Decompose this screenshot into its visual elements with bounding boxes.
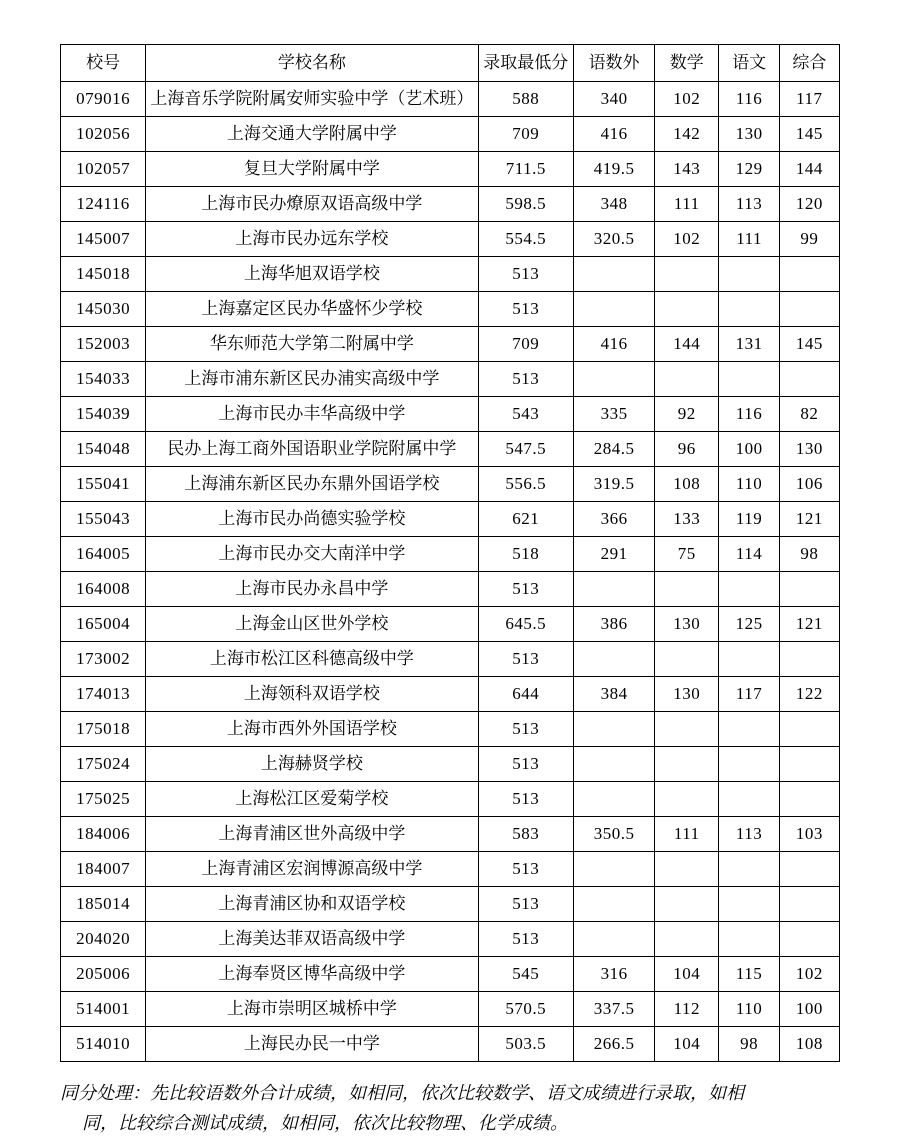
table-row [61,82,840,117]
cell-min-score: 547.5 [478,432,574,467]
cell-lang-math-eng-score [574,362,655,397]
table-row [61,467,840,502]
cell-min-score: 709 [478,117,574,152]
table-row [61,782,840,817]
cell-chinese-score [719,642,779,677]
cell-chinese-score: 125 [719,607,779,642]
cell-min-score: 621 [478,502,574,537]
table-row [61,992,840,1027]
cell-comprehensive-score: 120 [779,187,839,222]
cell-min-score: 513 [478,712,574,747]
cell-min-score: 513 [478,642,574,677]
cell-comprehensive-score: 130 [779,432,839,467]
cell-school-code: 204020 [61,922,146,957]
cell-school-code: 514010 [61,1027,146,1062]
cell-math-score: 133 [655,502,719,537]
cell-lang-math-eng-score: 384 [574,677,655,712]
cell-chinese-score: 114 [719,537,779,572]
cell-min-score: 513 [478,887,574,922]
cell-lang-math-eng-score: 419.5 [574,152,655,187]
admission-score-table [60,44,840,1062]
cell-comprehensive-score: 106 [779,467,839,502]
cell-min-score: 709 [478,327,574,362]
cell-lang-math-eng-score: 284.5 [574,432,655,467]
cell-comprehensive-score: 99 [779,222,839,257]
table-row [61,502,840,537]
cell-comprehensive-score [779,572,839,607]
cell-school-code: 102056 [61,117,146,152]
cell-lang-math-eng-score: 335 [574,397,655,432]
cell-school-name: 上海市民办丰华高级中学 [146,397,478,432]
cell-lang-math-eng-score: 320.5 [574,222,655,257]
cell-school-name: 上海市崇明区城桥中学 [146,992,478,1027]
cell-school-name: 上海青浦区世外高级中学 [146,817,478,852]
cell-chinese-score: 113 [719,817,779,852]
cell-school-code: 184006 [61,817,146,852]
cell-math-score [655,887,719,922]
cell-lang-math-eng-score [574,292,655,327]
cell-comprehensive-score [779,852,839,887]
cell-school-code: 079016 [61,82,146,117]
cell-lang-math-eng-score: 316 [574,957,655,992]
table-row [61,817,840,852]
cell-school-code: 145007 [61,222,146,257]
cell-min-score: 513 [478,292,574,327]
cell-school-code: 184007 [61,852,146,887]
cell-math-score [655,257,719,292]
cell-comprehensive-score [779,747,839,782]
cell-school-name: 上海美达菲双语高级中学 [146,922,478,957]
cell-math-score [655,362,719,397]
cell-school-name: 上海青浦区协和双语学校 [146,887,478,922]
cell-chinese-score: 110 [719,467,779,502]
table-row [61,747,840,782]
cell-school-name: 上海市民办燎原双语高级中学 [146,187,478,222]
cell-comprehensive-score: 121 [779,607,839,642]
cell-min-score: 554.5 [478,222,574,257]
cell-school-code: 185014 [61,887,146,922]
column-header-comprehensive: 综合 [779,45,839,82]
tie-break-note-line-1: 同分处理：先比较语数外合计成绩，如相同，依次比较数学、语文成绩进行录取，如相 [60,1083,744,1103]
cell-math-score: 144 [655,327,719,362]
cell-comprehensive-score: 121 [779,502,839,537]
cell-math-score [655,922,719,957]
cell-school-name: 上海华旭双语学校 [146,257,478,292]
table-body [61,82,840,1062]
table-row [61,397,840,432]
cell-school-code: 124116 [61,187,146,222]
cell-school-code: 173002 [61,642,146,677]
cell-school-code: 175024 [61,747,146,782]
cell-math-score [655,712,719,747]
cell-school-code: 145018 [61,257,146,292]
cell-school-name: 上海嘉定区民办华盛怀少学校 [146,292,478,327]
cell-school-name: 复旦大学附属中学 [146,152,478,187]
cell-school-name: 上海市西外外国语学校 [146,712,478,747]
cell-min-score: 513 [478,362,574,397]
cell-comprehensive-score: 117 [779,82,839,117]
cell-chinese-score [719,257,779,292]
column-header-school-code: 校号 [61,45,146,82]
cell-min-score: 518 [478,537,574,572]
cell-school-name: 上海市浦东新区民办浦实高级中学 [146,362,478,397]
cell-math-score: 111 [655,817,719,852]
cell-school-code: 155043 [61,502,146,537]
cell-comprehensive-score: 145 [779,117,839,152]
table-row [61,852,840,887]
cell-math-score: 130 [655,677,719,712]
cell-school-code: 145030 [61,292,146,327]
cell-school-code: 164005 [61,537,146,572]
cell-min-score: 513 [478,572,574,607]
cell-chinese-score: 130 [719,117,779,152]
cell-chinese-score: 111 [719,222,779,257]
cell-comprehensive-score [779,712,839,747]
cell-min-score: 570.5 [478,992,574,1027]
cell-lang-math-eng-score: 319.5 [574,467,655,502]
cell-lang-math-eng-score: 348 [574,187,655,222]
cell-math-score [655,572,719,607]
cell-comprehensive-score: 108 [779,1027,839,1062]
cell-math-score: 130 [655,607,719,642]
cell-chinese-score [719,572,779,607]
cell-lang-math-eng-score [574,747,655,782]
column-header-lang-math-eng: 语数外 [574,45,655,82]
cell-math-score: 143 [655,152,719,187]
cell-math-score: 96 [655,432,719,467]
cell-math-score: 142 [655,117,719,152]
table-row [61,572,840,607]
cell-min-score: 513 [478,852,574,887]
cell-school-code: 175025 [61,782,146,817]
cell-math-score [655,642,719,677]
cell-comprehensive-score: 144 [779,152,839,187]
table-row [61,292,840,327]
table-row [61,117,840,152]
table-row [61,362,840,397]
cell-school-code: 205006 [61,957,146,992]
cell-lang-math-eng-score: 266.5 [574,1027,655,1062]
cell-lang-math-eng-score [574,257,655,292]
table-row [61,677,840,712]
cell-lang-math-eng-score: 337.5 [574,992,655,1027]
cell-math-score: 112 [655,992,719,1027]
cell-min-score: 503.5 [478,1027,574,1062]
cell-school-name: 上海市民办交大南洋中学 [146,537,478,572]
column-header-school-name: 学校名称 [146,45,478,82]
cell-chinese-score: 131 [719,327,779,362]
cell-min-score: 644 [478,677,574,712]
cell-lang-math-eng-score: 291 [574,537,655,572]
cell-chinese-score [719,782,779,817]
cell-school-code: 152003 [61,327,146,362]
cell-school-code: 174013 [61,677,146,712]
table-row [61,257,840,292]
cell-math-score: 102 [655,82,719,117]
cell-comprehensive-score [779,292,839,327]
cell-math-score [655,747,719,782]
cell-chinese-score: 110 [719,992,779,1027]
cell-math-score [655,852,719,887]
cell-chinese-score: 98 [719,1027,779,1062]
cell-school-name: 上海交通大学附属中学 [146,117,478,152]
column-header-chinese: 语文 [719,45,779,82]
cell-school-code: 102057 [61,152,146,187]
cell-math-score: 104 [655,957,719,992]
cell-school-code: 164008 [61,572,146,607]
table-row [61,642,840,677]
cell-comprehensive-score [779,782,839,817]
cell-lang-math-eng-score [574,922,655,957]
cell-lang-math-eng-score: 340 [574,82,655,117]
cell-chinese-score: 119 [719,502,779,537]
cell-min-score: 711.5 [478,152,574,187]
cell-comprehensive-score: 122 [779,677,839,712]
column-header-min-score: 录取最低分 [478,45,574,82]
cell-min-score: 645.5 [478,607,574,642]
cell-school-code: 175018 [61,712,146,747]
cell-chinese-score [719,852,779,887]
cell-school-name: 上海松江区爱菊学校 [146,782,478,817]
cell-chinese-score [719,292,779,327]
cell-min-score: 545 [478,957,574,992]
table-row [61,957,840,992]
cell-min-score: 588 [478,82,574,117]
cell-min-score: 543 [478,397,574,432]
cell-school-name: 上海奉贤区博华高级中学 [146,957,478,992]
cell-lang-math-eng-score [574,782,655,817]
cell-chinese-score: 113 [719,187,779,222]
cell-school-code: 514001 [61,992,146,1027]
cell-comprehensive-score: 102 [779,957,839,992]
cell-min-score: 513 [478,922,574,957]
cell-comprehensive-score [779,362,839,397]
cell-school-name: 上海市民办永昌中学 [146,572,478,607]
cell-school-name: 上海金山区世外学校 [146,607,478,642]
cell-lang-math-eng-score [574,852,655,887]
cell-school-name: 华东师范大学第二附属中学 [146,327,478,362]
cell-school-code: 154033 [61,362,146,397]
cell-school-code: 154048 [61,432,146,467]
cell-lang-math-eng-score: 416 [574,327,655,362]
cell-school-code: 165004 [61,607,146,642]
table-row [61,187,840,222]
table-row [61,922,840,957]
cell-school-name: 上海市民办远东学校 [146,222,478,257]
cell-min-score: 513 [478,257,574,292]
cell-school-name: 民办上海工商外国语职业学院附属中学 [146,432,478,467]
cell-math-score [655,292,719,327]
cell-comprehensive-score [779,257,839,292]
table-row [61,887,840,922]
table-row [61,537,840,572]
cell-math-score: 75 [655,537,719,572]
cell-min-score: 513 [478,782,574,817]
cell-comprehensive-score [779,887,839,922]
cell-chinese-score: 117 [719,677,779,712]
cell-chinese-score: 129 [719,152,779,187]
cell-lang-math-eng-score: 350.5 [574,817,655,852]
cell-min-score: 556.5 [478,467,574,502]
cell-lang-math-eng-score [574,642,655,677]
cell-lang-math-eng-score [574,712,655,747]
column-header-math: 数学 [655,45,719,82]
cell-chinese-score [719,922,779,957]
cell-chinese-score [719,712,779,747]
cell-school-name: 上海音乐学院附属安师实验中学（艺术班） [146,82,478,117]
cell-school-name: 上海青浦区宏润博源高级中学 [146,852,478,887]
table-row [61,607,840,642]
cell-comprehensive-score: 145 [779,327,839,362]
table-row [61,1027,840,1062]
cell-school-name: 上海赫贤学校 [146,747,478,782]
cell-math-score: 104 [655,1027,719,1062]
cell-school-name: 上海民办民一中学 [146,1027,478,1062]
cell-school-name: 上海市民办尚德实验学校 [146,502,478,537]
table-header-row [61,45,840,82]
cell-comprehensive-score: 82 [779,397,839,432]
cell-comprehensive-score: 98 [779,537,839,572]
cell-comprehensive-score [779,642,839,677]
cell-comprehensive-score: 100 [779,992,839,1027]
cell-lang-math-eng-score: 366 [574,502,655,537]
cell-lang-math-eng-score [574,572,655,607]
cell-school-name: 上海领科双语学校 [146,677,478,712]
tie-break-note [60,1078,840,1138]
cell-math-score: 102 [655,222,719,257]
cell-chinese-score: 116 [719,397,779,432]
cell-math-score: 108 [655,467,719,502]
table-row [61,712,840,747]
table-row [61,152,840,187]
cell-school-code: 154039 [61,397,146,432]
cell-school-code: 155041 [61,467,146,502]
cell-chinese-score: 100 [719,432,779,467]
cell-math-score [655,782,719,817]
cell-chinese-score [719,747,779,782]
table-row [61,327,840,362]
cell-chinese-score [719,887,779,922]
cell-min-score: 583 [478,817,574,852]
cell-lang-math-eng-score [574,887,655,922]
cell-min-score: 513 [478,747,574,782]
tie-break-note-line-2: 同，比较综合测试成绩，如相同，依次比较物理、化学成绩。 [82,1113,568,1133]
table-row [61,222,840,257]
cell-comprehensive-score [779,922,839,957]
cell-school-name: 上海市松江区科德高级中学 [146,642,478,677]
table-row [61,432,840,467]
cell-math-score: 92 [655,397,719,432]
cell-min-score: 598.5 [478,187,574,222]
cell-math-score: 111 [655,187,719,222]
cell-chinese-score: 116 [719,82,779,117]
cell-comprehensive-score: 103 [779,817,839,852]
cell-chinese-score [719,362,779,397]
cell-lang-math-eng-score: 416 [574,117,655,152]
cell-chinese-score: 115 [719,957,779,992]
cell-school-name: 上海浦东新区民办东鼎外国语学校 [146,467,478,502]
cell-lang-math-eng-score: 386 [574,607,655,642]
